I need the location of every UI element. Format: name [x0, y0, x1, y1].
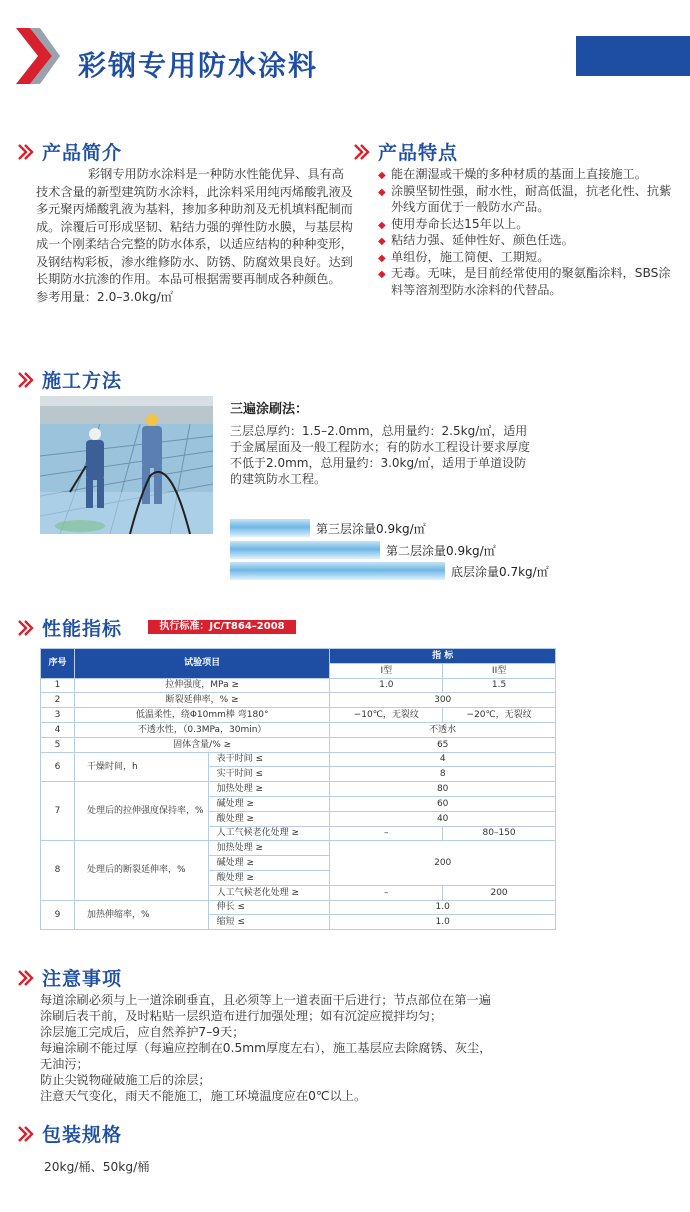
table-cell: 拉伸强度，MPa ≥	[74, 678, 329, 693]
diamond-bullet-icon: ◆	[378, 236, 386, 247]
packaging-heading-text: 包装规格	[42, 1124, 123, 1146]
table-cell: 6	[41, 752, 75, 782]
table-cell: 加热伸缩率，%	[74, 900, 208, 930]
table-cell: 60	[330, 796, 556, 811]
table-cell: 2	[41, 693, 75, 708]
table-cell: 不透水	[330, 722, 556, 737]
layer-row-2	[230, 541, 496, 559]
feature-text: 能在潮湿或干燥的多种材质的基面上直接施工。	[391, 167, 647, 181]
table-row	[41, 841, 556, 856]
table-cell: 加热处理 ≥	[208, 782, 330, 797]
table-cell: 干燥时间，h	[74, 752, 208, 782]
chevron-right-icon	[16, 618, 36, 638]
note-line: 注意天气变化，雨天不能施工，施工环境温度应在0℃以上。	[40, 1089, 367, 1103]
page-title: 彩钢专用防水涂料	[78, 49, 319, 82]
table-cell: 200	[443, 885, 556, 900]
table-row	[41, 752, 556, 767]
feature-item	[378, 232, 678, 249]
table-row	[41, 693, 556, 708]
table-cell: 7	[41, 782, 75, 841]
table-cell: 缩短 ≤	[208, 915, 330, 930]
header-type1: I型	[330, 663, 443, 678]
table-cell: 处理后的断裂延伸率，%	[74, 841, 208, 900]
performance-heading	[16, 614, 122, 641]
performance-heading-text: 性能指标	[42, 618, 123, 640]
table-cell: 伸长 ≤	[208, 900, 330, 915]
method-heading	[16, 366, 122, 393]
feature-text: 粘结力强、延伸性好、颜色任选。	[391, 233, 574, 247]
diamond-bullet-icon: ◆	[378, 186, 386, 198]
usage-text: 参考用量：2.0–3.0kg/㎡	[36, 289, 173, 304]
feature-text: 涂膜坚韧性强，耐水性，耐高低温，抗老化性、抗紫外线方面优于一般防水产品。	[391, 183, 672, 214]
features-heading-text: 产品特点	[378, 142, 459, 164]
method-heading-text: 施工方法	[42, 370, 123, 392]
intro-heading-text: 产品简介	[42, 142, 123, 164]
feature-text: 无毒。无味，是目前经常使用的聚氨酯涂料，SBS涂料等溶剂型防水涂料的代替品。	[391, 266, 671, 297]
note-line: 无油污；	[40, 1057, 89, 1071]
feature-item	[378, 166, 678, 183]
note-line: 每道涂刷必须与上一道涂刷垂直，且必须等上一道表面干后进行；节点部位在第一遍	[40, 993, 491, 1007]
diamond-bullet-icon: ◆	[378, 252, 386, 264]
table-cell: 9	[41, 900, 75, 930]
feature-text: 使用寿命长达15年以上。	[391, 216, 529, 231]
layer-row-3	[230, 519, 426, 537]
table-row	[41, 708, 556, 723]
feature-item	[378, 216, 678, 233]
notes-body	[40, 992, 580, 1104]
table-cell: 低温柔性，绕Φ10mm棒 弯180°	[74, 708, 329, 723]
table-cell: 不透水性，（0.3MPa，30min）	[74, 722, 329, 737]
table-cell: 人工气候老化处理 ≥	[208, 826, 330, 841]
table-cell: 4	[41, 722, 75, 737]
table-cell: 80	[330, 782, 556, 797]
table-cell: 1.0	[330, 915, 556, 930]
table-cell: 加热处理 ≥	[208, 841, 330, 856]
table-cell: 碱处理 ≥	[208, 796, 330, 811]
table-cell: –	[330, 826, 443, 841]
diamond-bullet-icon: ◆	[378, 170, 386, 181]
table-cell: 200	[330, 841, 556, 885]
table-cell: 8	[41, 841, 75, 900]
standard-badge: 执行标准：JC/T864–2008	[148, 620, 296, 634]
header-type2: II型	[443, 663, 556, 678]
layer-bar	[230, 519, 310, 537]
table-cell: 1.0	[330, 678, 443, 693]
table-cell: 表干时间 ≤	[208, 752, 330, 767]
table-cell: 1.5	[443, 678, 556, 693]
note-line: 每遍涂刷不能过厚（每遍应控制在0.5mm厚度左右），施工基层应去除腐锈、灰尘，	[40, 1041, 492, 1055]
feature-item	[378, 265, 678, 298]
table-cell: 碱处理 ≥	[208, 856, 330, 871]
table-header-row	[41, 649, 556, 664]
intro-heading	[16, 138, 122, 165]
features-heading	[352, 138, 458, 165]
table-cell: −10℃，无裂纹	[330, 708, 443, 723]
table-cell: 处理后的拉伸强度保持率，%	[74, 782, 208, 841]
table-row	[41, 782, 556, 797]
table-row	[41, 722, 556, 737]
diamond-bullet-icon: ◆	[378, 269, 386, 280]
table-cell: 实干时间 ≤	[208, 767, 330, 782]
workers-spraying-photo	[40, 396, 213, 534]
notes-heading	[16, 964, 122, 991]
table-row	[41, 737, 556, 752]
diamond-bullet-icon: ◆	[378, 219, 386, 231]
performance-table	[40, 648, 556, 930]
table-cell: 4	[330, 752, 556, 767]
feature-item	[378, 183, 678, 216]
notes-heading-text: 注意事项	[42, 968, 123, 990]
chevron-right-icon	[16, 1124, 36, 1144]
table-cell: 65	[330, 737, 556, 752]
layer-row-1	[230, 562, 549, 580]
table-cell: 1	[41, 678, 75, 693]
table-cell: 40	[330, 811, 556, 826]
intro-body-text: 彩钢专用防水涂料是一种防水性能优异、具有高技术含量的新型建筑防水涂料，此涂料采用纯丙烯酸乳液及多元聚丙烯酸乳液为基料，掺加多种助剂及无机填料配制而成。涂覆后可形成坚韧、粘结力强的弹性防水膜，与基层构成一个刚柔结合完整的防水体系，以适应结构的种种变形，及钢结构彩板，渗水维修防水、防锈、防腐效果良好。达到长期防水抗渗的作用。本品可根据需要再制成各种颜色。	[36, 167, 353, 286]
chevron-right-icon	[352, 142, 372, 162]
chevron-right-icon	[16, 968, 36, 988]
table-cell: 3	[41, 708, 75, 723]
header-blue-block	[576, 36, 690, 76]
table-row	[41, 900, 556, 915]
layer-bar	[230, 562, 445, 580]
note-line: 涂层施工完成后，应自然养护7–9天；	[40, 1025, 245, 1039]
layer-label: 第三层涂量0.9kg/㎡	[316, 521, 426, 536]
intro-body	[36, 166, 356, 306]
chevron-right-icon	[16, 370, 36, 390]
method-subheading: 三遍涂刷法：	[230, 402, 309, 417]
table-cell: –	[330, 885, 443, 900]
table-cell: 断裂延伸率，% ≥	[74, 693, 329, 708]
feature-text: 单组份，施工简便、工期短。	[391, 249, 550, 264]
table-row	[41, 678, 556, 693]
layer-label: 底层涂量0.7kg/㎡	[451, 564, 549, 579]
table-cell: 80–150	[443, 826, 556, 841]
table-cell: 8	[330, 767, 556, 782]
table-cell: 酸处理 ≥	[208, 811, 330, 826]
header-item: 试验项目	[74, 649, 329, 679]
chevron-right-icon	[16, 142, 36, 162]
header-no: 序号	[41, 649, 75, 679]
table-cell: 人工气候老化处理 ≥	[208, 885, 330, 900]
table-cell: 固体含量/% ≥	[74, 737, 329, 752]
chevron-logo-icon	[16, 28, 60, 84]
note-line: 涂刷后表干前，及时粘贴一层织造布进行加强处理；如有沉淀应搅拌均匀；	[40, 1009, 443, 1023]
packaging-heading	[16, 1120, 122, 1147]
features-list	[378, 166, 678, 298]
table-cell: 5	[41, 737, 75, 752]
table-cell: 1.0	[330, 900, 556, 915]
feature-item	[378, 249, 678, 266]
layer-bar	[230, 541, 380, 559]
header-index: 指 标	[330, 649, 556, 664]
layer-label: 第二层涂量0.9kg/㎡	[386, 543, 496, 558]
table-cell: 300	[330, 693, 556, 708]
method-text: 三层总厚约：1.5–2.0mm，总用量约：2.5kg/㎡，适用于金属屋面及一般工程防水；有的防水工程设计要求厚度不低于2.0mm，总用量约：3.0kg/㎡，适用于单道设防的建筑防水工程。	[230, 424, 531, 486]
note-line: 防止尖锐物碰破施工后的涂层；	[40, 1073, 211, 1087]
table-cell: 酸处理 ≥	[208, 870, 330, 885]
packaging-text: 20kg/桶、50kg/桶	[44, 1160, 150, 1174]
table-cell: −20℃，无裂纹	[443, 708, 556, 723]
